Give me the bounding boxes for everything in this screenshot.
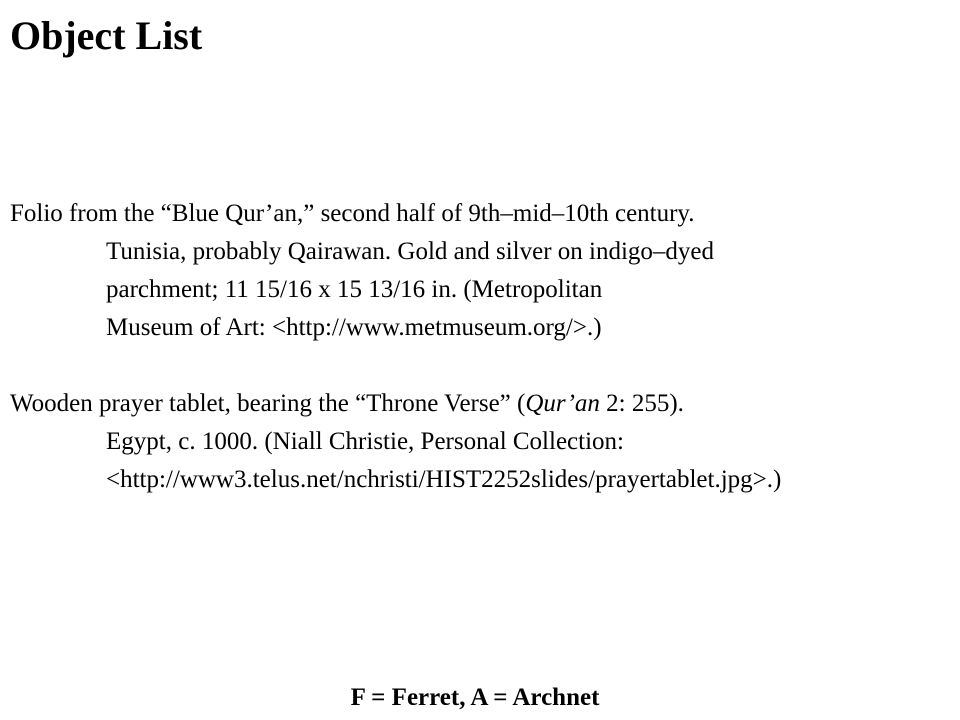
entry-line-text: 2: 255). xyxy=(599,390,684,417)
entry-line: Egypt, c. 1000. (Niall Christie, Personal Collection: xyxy=(106,428,624,455)
object-entry-prayer-tablet xyxy=(10,385,781,499)
entry-line-italic-title: Qur’an xyxy=(525,390,600,417)
entry-line-text: Wooden prayer tablet, bearing the “Throne Verse” ( xyxy=(10,390,526,417)
entry-line: <http://www3.telus.net/nchristi/HIST2252slides/prayertablet.jpg>.) xyxy=(106,466,782,493)
object-entry-blue-quran xyxy=(10,195,714,347)
entry-line: Museum of Art: <http://www.metmuseum.org/>.) xyxy=(106,314,602,341)
entry-line xyxy=(10,385,781,423)
entry-line: Tunisia, probably Qairawan. Gold and silver on indigo–dyed xyxy=(106,238,715,265)
entry-line: Folio from the “Blue Qur’an,” second half of 9th–mid–10th century. xyxy=(10,200,695,227)
footer-legend: F = Ferret, A = Archnet xyxy=(350,684,600,711)
slide-title: Object List xyxy=(10,13,203,58)
entry-line: parchment; 11 15/16 x 15 13/16 in. (Metropolitan xyxy=(106,276,603,303)
